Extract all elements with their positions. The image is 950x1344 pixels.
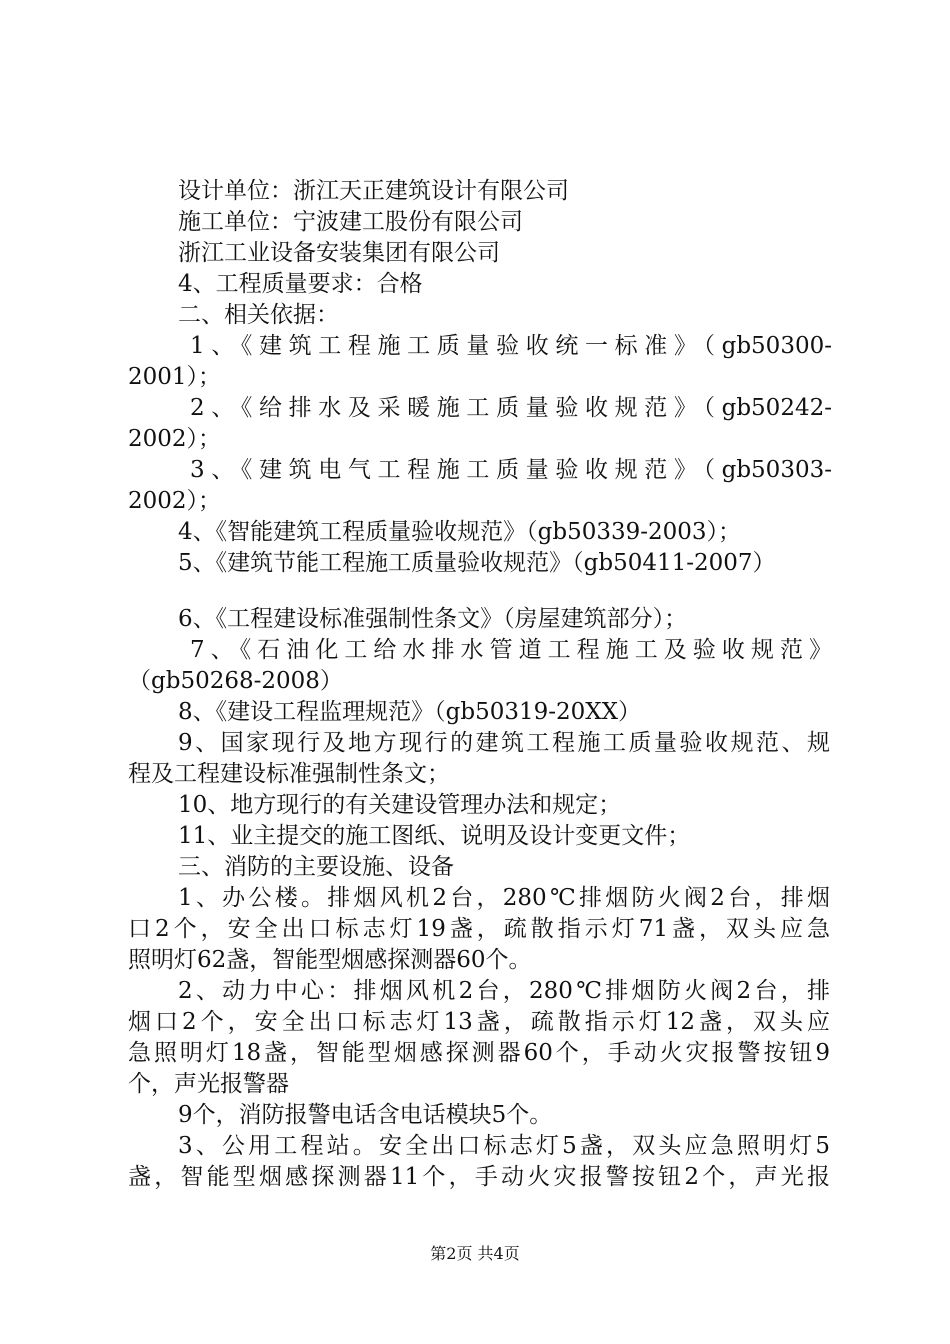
- text-line: 施工单位：宁波建工股份有限公司: [178, 209, 523, 235]
- text-line: 4、工程质量要求：合格: [178, 271, 423, 297]
- text-line: 烟口2个，安全出口标志灯13盏，疏散指示灯12盏，双头应: [128, 1009, 830, 1035]
- text-line: 3、公用工程站。安全出口标志灯5盏，双头应急照明灯5: [178, 1133, 830, 1159]
- page-number-footer: 第2页 共4页: [430, 1244, 520, 1263]
- text-line: 2002）；: [128, 426, 222, 452]
- text-line: 2001）；: [128, 364, 222, 390]
- text-line: 10、地方现行的有关建设管理办法和规定；: [178, 792, 622, 818]
- text-line: 二、相关依据：: [178, 302, 339, 328]
- text-line: 2、动力中心：排烟风机2台，280℃排烟防火阀2台，排: [178, 978, 830, 1004]
- text-line: 6、《工程建设标准强制性条文》（房屋建筑部分）；: [178, 606, 688, 632]
- text-line: 2002）；: [128, 488, 222, 514]
- text-line: 浙江工业设备安装集团有限公司: [178, 240, 500, 266]
- text-line: （gb50268-2008）: [128, 668, 343, 694]
- text-line: 口2个，安全出口标志灯19盏，疏散指示灯71盏，双头应急: [128, 916, 830, 942]
- text-line: 7、《石油化工给水排水管道工程施工及验收规范》: [190, 637, 832, 663]
- text-line: 1、办公楼。排烟风机2台，280℃排烟防火阀2台，排烟: [178, 885, 830, 911]
- text-line: 3、《建筑电气工程施工质量验收规范》（gb50303-: [190, 457, 832, 483]
- text-line: 程及工程建设标准强制性条文；: [128, 761, 450, 787]
- text-line: 急照明灯18盏，智能型烟感探测器60个，手动火灾报警按钮9: [128, 1040, 830, 1066]
- text-line: 2、《给排水及采暖施工质量验收规范》（gb50242-: [190, 395, 832, 421]
- text-line: 8、《建设工程监理规范》（gb50319-20XX）: [178, 699, 642, 725]
- text-line: 9、国家现行及地方现行的建筑工程施工质量验收规范、规: [178, 730, 830, 756]
- text-line: 设计单位：浙江天正建筑设计有限公司: [178, 178, 569, 204]
- text-line: 1、《建筑工程施工质量验收统一标准》（gb50300-: [190, 333, 832, 359]
- text-line: 三、消防的主要设施、设备: [178, 854, 454, 880]
- text-line: 盏，智能型烟感探测器11个，手动火灾报警按钮2个，声光报: [128, 1164, 830, 1190]
- text-line: 11、业主提交的施工图纸、说明及设计变更文件；: [178, 823, 691, 849]
- text-line: 照明灯62盏，智能型烟感探测器60个。: [128, 947, 532, 973]
- text-line: 4、《智能建筑工程质量验收规范》（gb50339-2003）；: [178, 519, 742, 545]
- text-line: 个，声光报警器: [128, 1071, 289, 1097]
- text-line: 5、《建筑节能工程施工质量验收规范》（gb50411-2007）: [178, 550, 776, 576]
- text-line: 9个，消防报警电话含电话模块5个。: [178, 1102, 553, 1128]
